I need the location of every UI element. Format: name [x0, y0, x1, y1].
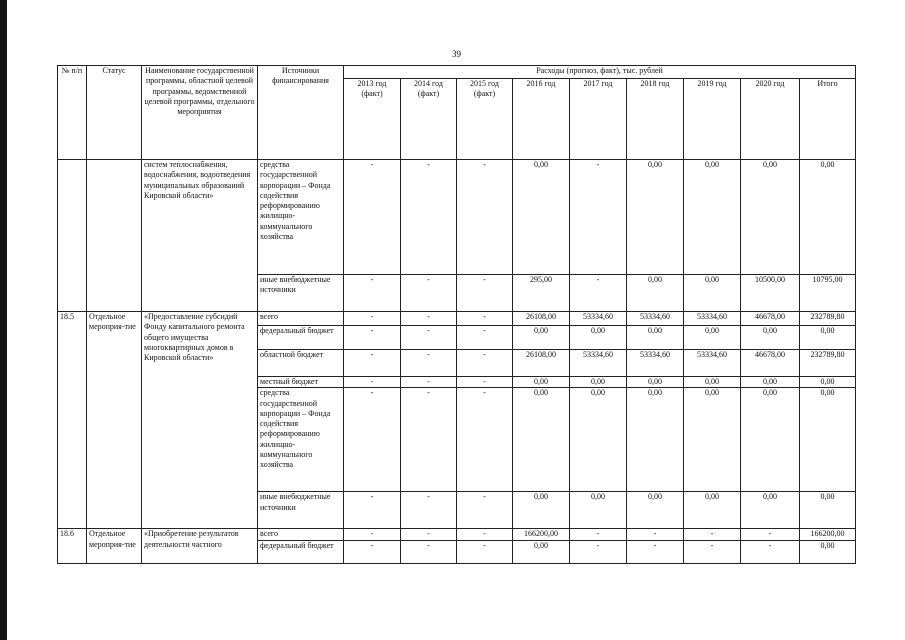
cell-value: 0,00 [570, 377, 627, 388]
cell-status: Отдельное мероприя-тие [87, 529, 142, 563]
cell-name: «Приобретение результатов деятельности частного [142, 529, 258, 563]
cell-value: 232789,80 [800, 312, 856, 326]
cell-value: 0,00 [627, 388, 684, 492]
table-row [58, 529, 856, 540]
header-year: 2016 год [513, 79, 570, 160]
cell-source: федеральный бюджет [258, 540, 344, 563]
cell-value: 46678,00 [741, 312, 800, 326]
cell-value: 0,00 [627, 492, 684, 529]
cell-value: 0,00 [741, 388, 800, 492]
header-year: 2014 год (факт) [401, 79, 457, 160]
cell-value: 0,00 [800, 377, 856, 388]
cell-source: местный бюджет [258, 377, 344, 388]
cell-value: 0,00 [627, 326, 684, 350]
header-name: Наименование государственной программы, областной целевой программы, ведомственной целевой программы, отдельного мероприятия [142, 66, 258, 160]
cell-value: 53334,60 [684, 350, 741, 377]
cell-value: - [401, 388, 457, 492]
cell-value: - [457, 388, 513, 492]
cell-value: 0,00 [684, 388, 741, 492]
cell-value: 0,00 [684, 275, 741, 312]
cell-value: - [457, 540, 513, 563]
cell-value: 0,00 [570, 492, 627, 529]
cell-value: 0,00 [684, 326, 741, 350]
header-year: 2015 год (факт) [457, 79, 513, 160]
header-source: Источники финансирования [258, 66, 344, 160]
cell-name: систем теплоснабжения, водоснабжения, водоотведения муниципальных образований Кировской области» [142, 160, 258, 275]
cell-status: Отдельное мероприя-тие [87, 312, 142, 529]
cell-value: 232789,80 [800, 350, 856, 377]
cell-value: - [401, 275, 457, 312]
cell-value: 0,00 [513, 388, 570, 492]
cell-source: всего [258, 312, 344, 326]
cell-value: - [344, 160, 401, 275]
cell-value: 0,00 [800, 326, 856, 350]
cell-value: - [344, 312, 401, 326]
cell-name [142, 275, 258, 312]
cell-source: иные внебюджетные источники [258, 275, 344, 312]
cell-num [58, 160, 87, 312]
cell-value: - [344, 540, 401, 563]
cell-value: - [401, 326, 457, 350]
cell-value: - [570, 540, 627, 563]
cell-value: 0,00 [570, 388, 627, 492]
cell-value: 26108,00 [513, 312, 570, 326]
cell-value: 0,00 [513, 492, 570, 529]
cell-value: 0,00 [800, 492, 856, 529]
header-total: Итого [800, 79, 856, 160]
cell-value: - [457, 312, 513, 326]
cell-value: 166200,00 [513, 529, 570, 540]
cell-value: - [570, 160, 627, 275]
cell-source: средства государственной корпорации – Фонда содействия реформированию жилищно-коммунального хозяйства [258, 388, 344, 492]
cell-value: 0,00 [684, 377, 741, 388]
cell-value: - [457, 275, 513, 312]
cell-value: 0,00 [513, 540, 570, 563]
cell-value: 0,00 [741, 160, 800, 275]
cell-value: 0,00 [570, 326, 627, 350]
cell-value: 295,00 [513, 275, 570, 312]
cell-value: - [401, 492, 457, 529]
cell-value: 53334,60 [570, 312, 627, 326]
header-year: 2017 год [570, 79, 627, 160]
cell-value: - [344, 377, 401, 388]
cell-value: 10795,00 [800, 275, 856, 312]
cell-value: - [457, 160, 513, 275]
cell-value: 0,00 [800, 160, 856, 275]
cell-value: 0,00 [741, 326, 800, 350]
cell-value: 53334,60 [627, 312, 684, 326]
cell-value: - [457, 492, 513, 529]
table-row [58, 312, 856, 326]
cell-value: - [457, 350, 513, 377]
cell-value: - [344, 492, 401, 529]
cell-status [87, 160, 142, 312]
cell-name: «Предоставление субсидий Фонду капитального ремонта общего имущества многоквартирных домов в Кировской области» [142, 312, 258, 529]
cell-value: 0,00 [684, 492, 741, 529]
cell-value: 0,00 [513, 326, 570, 350]
cell-value: 0,00 [684, 160, 741, 275]
cell-value: - [401, 312, 457, 326]
cell-value: - [457, 326, 513, 350]
cell-value: 0,00 [741, 492, 800, 529]
cell-value: 0,00 [627, 275, 684, 312]
cell-value: - [457, 377, 513, 388]
cell-value: - [401, 160, 457, 275]
cell-value: - [684, 540, 741, 563]
header-year: 2018 год [627, 79, 684, 160]
cell-value: - [570, 529, 627, 540]
cell-value: - [741, 529, 800, 540]
cell-value: 0,00 [741, 377, 800, 388]
cell-value: - [401, 529, 457, 540]
cell-value: - [401, 377, 457, 388]
cell-value: 53334,60 [627, 350, 684, 377]
header-status: Статус [87, 66, 142, 160]
cell-source: федеральный бюджет [258, 326, 344, 350]
cell-value: 46678,00 [741, 350, 800, 377]
cell-num: 18.5 [58, 312, 87, 529]
cell-value: - [627, 529, 684, 540]
header-year: 2013 год (факт) [344, 79, 401, 160]
expenses-table [57, 65, 856, 564]
cell-value: 0,00 [627, 160, 684, 275]
cell-source: областной бюджет [258, 350, 344, 377]
cell-value: 53334,60 [570, 350, 627, 377]
cell-value: 166200,00 [800, 529, 856, 540]
cell-source: всего [258, 529, 344, 540]
scan-left-edge [0, 0, 7, 640]
cell-value: 10500,00 [741, 275, 800, 312]
cell-value: 0,00 [627, 377, 684, 388]
cell-value: - [741, 540, 800, 563]
cell-value: - [684, 529, 741, 540]
cell-value: 0,00 [513, 160, 570, 275]
cell-value: 26108,00 [513, 350, 570, 377]
cell-value: - [344, 529, 401, 540]
table-row [58, 275, 856, 312]
cell-value: 0,00 [800, 388, 856, 492]
cell-value: - [344, 350, 401, 377]
cell-value: - [570, 275, 627, 312]
cell-source: средства государственной корпорации – Фонда содействия реформированию жилищно-коммунального хозяйства [258, 160, 344, 275]
header-year: 2019 год [684, 79, 741, 160]
header-year: 2020 год [741, 79, 800, 160]
cell-value: 53334,60 [684, 312, 741, 326]
header-expenses: Расходы (прогноз, факт), тыс. рублей [344, 66, 856, 79]
header-num: № п/п [58, 66, 87, 160]
cell-value: 0,00 [513, 377, 570, 388]
cell-value: - [627, 540, 684, 563]
cell-value: - [344, 388, 401, 492]
cell-source: иные внебюджетные источники [258, 492, 344, 529]
cell-value: 0,00 [800, 540, 856, 563]
cell-value: - [344, 326, 401, 350]
cell-value: - [344, 275, 401, 312]
cell-value: - [457, 529, 513, 540]
cell-value: - [401, 350, 457, 377]
table-row [58, 160, 856, 275]
page-number: 39 [452, 49, 461, 59]
cell-num: 18.6 [58, 529, 87, 563]
cell-value: - [401, 540, 457, 563]
